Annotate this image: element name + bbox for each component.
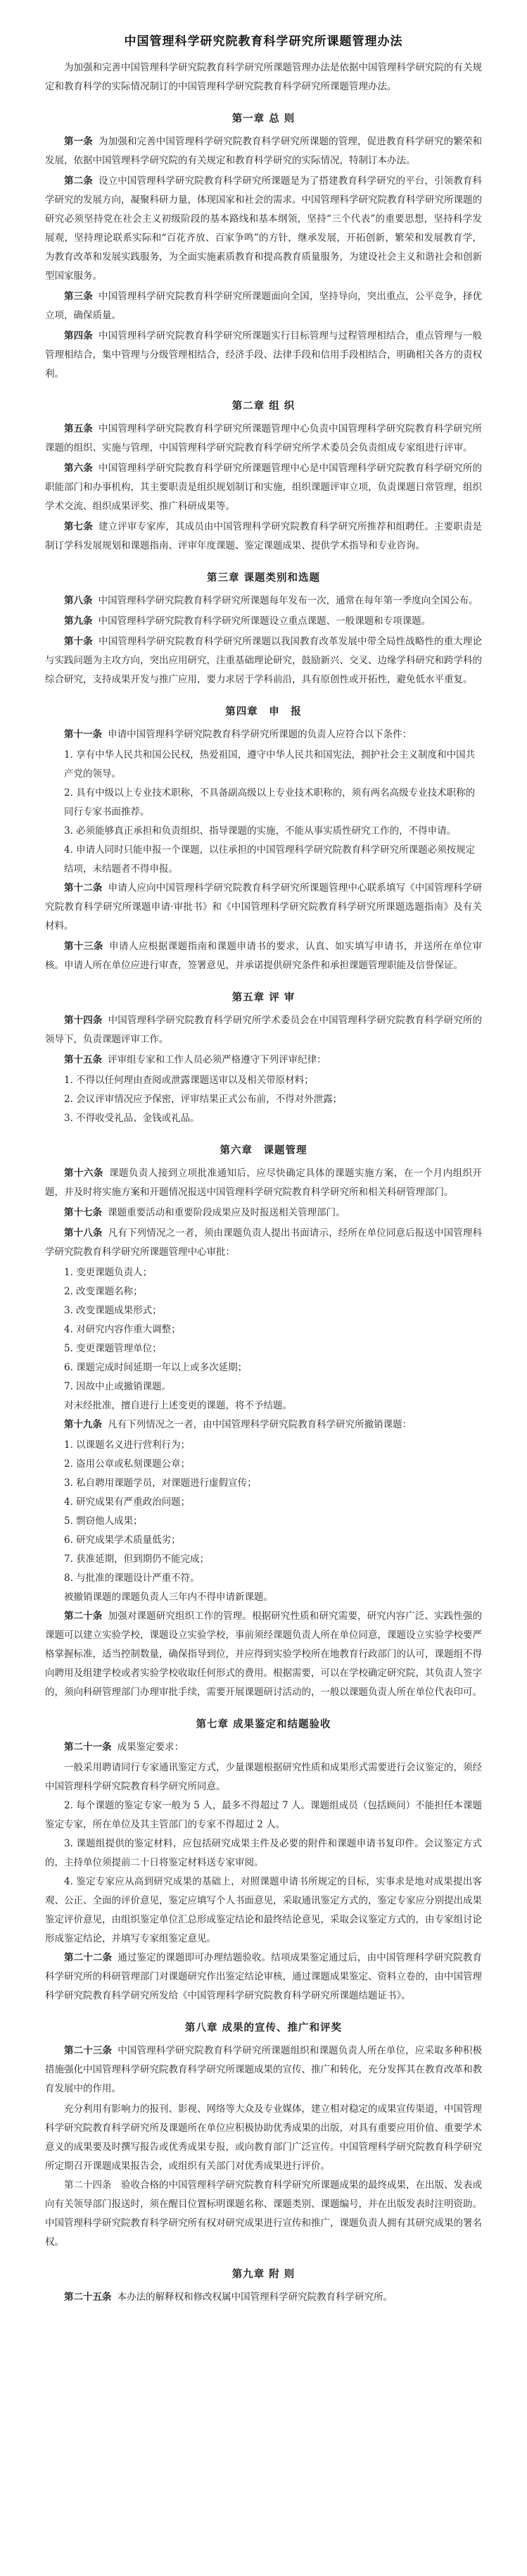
article-paragraph [45,1607,482,1702]
chapter-section [45,989,482,1128]
article-label: 第九条 [64,615,93,627]
article-paragraph [45,1224,482,1262]
article-paragraph [45,327,482,384]
article-text: 申请人应向中国管理科学研究院教育科学研究所课题管理中心联系填写《中国管理科学研究院教育科学研究所课题申请·审批书》和《中国管理科学研究院教育科学研究所课题选题指南》及有关材料。 [45,882,482,932]
article-label: 第十二条 [64,882,103,894]
article-list-item: 7. 因故中止或撤销课题。 [64,1381,172,1392]
article-label: 第十五条 [64,1054,102,1065]
article-text: 凡有下列情况之一者，由中国管理科学研究院教育科学研究所撤销课题： [108,1419,412,1430]
article-text: 中国管理科学研究院教育科学研究所课题管理中心负责中国管理科学研究院教育科学研究所课题的组织、实施与管理，中国管理科学研究院教育科学研究所学术委员会负责组成专家组进行评审。 [45,423,483,454]
chapter-section [45,111,482,384]
article-list-item: 3. 私自聘用课题学员，对课题进行虚假宣传； [64,1477,257,1489]
article-label: 第十三条 [64,941,103,952]
chapter-title: 第九章 附 则 [231,2268,296,2280]
intro-paragraph: 为加强和完善中国管理科学研究院教育科学研究所课题管理办法是依据中国管理科学研究院的有关规定和教育科学的实际情况制订的中国管理科学研究院教育科学研究所课题管理办法。 [45,62,482,92]
article-label: 第十四条 [64,1015,103,1026]
article-list-item: 2. 盗用公章或私刻课题公章； [64,1458,191,1470]
article-paragraph [45,937,482,975]
article-list-item: 3. 不得收受礼品、金钱或礼品。 [64,1113,200,1124]
article-sub-paragraph: 2. 每个课题的鉴定专家一般为 5 人，最多不得超过 7 人。课题组成员（包括顾问）不能担任本课题鉴定专家，所在单位及其主管部门的专家不得超过 2 人。 [45,1800,482,1830]
article-label: 第二十三条 [64,2045,113,2056]
article-sub-paragraph: 第二十四条 验收合格的中国管理科学研究院教育科学研究所课题成果的最终成果，在出版、发表或向有关领导部门报送时，须在醒目位置标明课题名称、课题类别、课题编号，并在出版发表时注明资助。中国管理科学研究院教育科学研究所有权对研究成果进行宣传和推广，课题负责人拥有其研究成果的署名权。 [45,2180,482,2248]
article-label: 第二十条 [64,1611,103,1622]
article-list-item: 1. 不得以任何理由查阅或泄露课题送审以及相关带原材料； [64,1075,314,1086]
article-label: 第七条 [64,521,93,532]
article-list-item: 1. 以课题名义进行营利行为； [64,1439,191,1451]
article-paragraph [45,879,482,936]
article-sub-paragraph: 一般采用聘请同行专家通讯鉴定方式，少量课题根据研究性质和成果形式需要进行会议鉴定的，须经中国管理科学研究院教育科学研究所同意。 [45,1762,482,1792]
article-text: 通过鉴定的课题即可办理结题验收。结项成果鉴定通过后，由中国管理科学研究院教育科学研究所的科研管理部门对课题研究作出鉴定结论审核，通过课题成果鉴定、资料立卷的，由中国管理科学研究院教育科学研究所发给《中国管理科学研究院教育科学研究所课题结题证书》。 [45,1952,483,2001]
article-paragraph [45,2042,482,2099]
chapter-title: 第一章 总 则 [231,113,296,125]
article-text: 申请人应根据课题指南和课题申请书的要求，认真、如实填写申请书，并送所在单位审核。申请人所在单位应进行审查，签署意见，并承诺提供研究条件和承担课题管理职能及信誉保证。 [45,941,483,971]
article-paragraph [45,1203,482,1223]
article-paragraph [45,1051,482,1070]
article-note: 对未经批准，擅自进行上述变更的课题，将不予结题。 [64,1400,292,1411]
article-text: 中国管理科学研究院教育科学研究所课题组织和课题负责人所在单位，应采取多种积极措施强化中国管理科学研究院教育科学研究所课题成果的宣传、推广和转化，充分发挥其在教育改革和教育发展中的作用。 [45,2045,483,2094]
chapter-title: 第三章 课题类别和选题 [206,572,321,584]
chapter-title: 第五章 评 审 [231,992,296,1003]
article-label: 第二十一条 [64,1742,112,1753]
article-label: 第二十二条 [64,1952,113,1963]
chapter-section [45,570,482,689]
chapter-title: 第二章 组 织 [231,400,296,412]
article-text: 中国管理科学研究院教育科学研究所课题管理中心是中国管理科学研究院教育科学研究所的职能部门和办事机构，其主要职责是组织规划制订和实施，组织课题评审立项，负责课题日常管理，组织学术交流、组织成果评奖、推广科研成果等。 [45,463,483,512]
article-paragraph [45,172,482,286]
article-text: 为加强和完善中国管理科学研究院教育科学研究所课题的管理，促进教育科学研究的繁荣和发展，依据中国管理科学研究院的有关规定和教育科学研究的实际情况，特制订本办法。 [45,136,483,166]
article-list-item: 2. 具有中级以上专业技术职称，不具备副高级以上专业技术职称的，须有两名高级专业技术职称的同行专家书面推荐。 [64,787,476,818]
article-paragraph [45,1164,482,1202]
article-text: 申请中国管理科学研究院教育科学研究所课题的负责人应符合以下条件： [108,729,412,740]
chapter-title: 第七章 成果鉴定和结题验收 [196,1718,331,1730]
article-list-item: 4. 申请人同时只能申报一个课题，以往承担的中国管理科学研究院教育科学研究所课题必须按规定结项，未结题者不得申报。 [64,844,476,875]
article-paragraph [45,612,482,631]
chapter-section [45,2266,482,2307]
article-list-item: 8. 与批准的课题设计严重不符。 [64,1573,200,1584]
article-sub-paragraph: 4. 鉴定专家应从高到研究成果的基础上，对照课题申请书所规定的目标，实事求是地对成果提出客观、公正、全面的评价意见，鉴定应填写个人书面意见，采取通讯鉴定方式的，鉴定专家应分别提出成果鉴定评价意见，由组织鉴定单位汇总形成鉴定结论和最终结论意见，采取会议鉴定方式的，由专家组讨论形成鉴定结论，并填写专家组鉴定意见。 [45,1876,482,1944]
article-list-item: 1. 享有中华人民共和国公民权，热爱祖国，遵守中华人民共和国宪法，拥护社会主义制度和中国共产党的领导。 [64,749,476,780]
article-paragraph [45,632,482,689]
article-label: 第四条 [64,330,93,342]
article-text: 设立中国管理科学研究院教育科学研究所课题是为了搭建教育科学研究的平台，引领教育科学研究的发展方向，凝聚科研力量，体现国家和社会的需求。中国管理科学研究院教育科学研究所课题的研究必须坚持党在社会主义初级阶段的基本路线和基本纲领，坚持“三个代表”的重要思想，坚持科学发展观，坚持理论联系实际和“百花齐放、百家争鸣”的方针，继承发展，开拓创新，繁荣和发展教育学，为教育改革和发展实践服务，为全面实施素质教育和提高教育质量服务，为建设社会主义和谐社会和创新型国家服务。 [45,175,483,282]
chapter-section [45,1142,482,1702]
article-text: 中国管理科学研究院教育科学研究所课题设立重点课题、一般课题和专项课题。 [98,615,431,627]
article-list-item: 6. 研究成果学术质量低劣； [64,1534,181,1546]
article-label: 第六条 [64,463,93,474]
chapters-container [45,111,482,2307]
article-text: 中国管理科学研究院教育科学研究所课题每年发布一次，通常在每年第一季度向全国公布。 [98,595,478,606]
article-label: 第十七条 [64,1207,102,1218]
article-paragraph [45,518,482,556]
article-label: 第十八条 [64,1227,103,1239]
article-label: 第十九条 [64,1419,102,1430]
article-list-item: 5. 剽窃他人成果； [64,1515,143,1527]
article-sub-paragraph: 3. 课题组提供的鉴定材料，应包括研究成果主件及必要的附件和课题申请书复印件。会议鉴定方式的，主持单位须提前二十日将鉴定材料送专家审阅。 [45,1838,482,1868]
article-text: 课题重要活动和重要阶段成果应及时报送相关管理部门。 [108,1207,345,1218]
article-list-item: 6. 课题完成时间延期一年以上或多次延期； [64,1362,248,1373]
article-text: 凡有下列情况之一者，须由课题负责人提出书面请示，经所在单位同意后报送中国管理科学研究院教育科学研究所课题管理中心审批： [45,1227,482,1258]
article-list-item: 1. 变更课题负责人； [64,1267,153,1278]
article-label: 第十六条 [64,1168,103,1179]
article-text: 加强对课题研究组织工作的管理。根据研究性质和研究需要，研究内容广泛、实践性强的课题可以建立实验学校，课题设立实验学校，事前须经课题负责人所在单位同意，课题设立实验学校要严格掌握标准，适当控制数量，确保指导到位，并应得到实验学校所在地教育行政部门的认可，课题组不得向聘用及组建学校或者实验学校收取任何形式的费用。根据需要，可以在学校确定研究院，其负责人签字的，须向科研管理部门办理审批手续，需要开展课题研讨活动的，一般以课题负责人所在单位代表印可。 [45,1611,482,1698]
article-label: 第二十五条 [64,2291,112,2303]
article-text: 课题负责人接到立项批准通知后，应尽快确定具体的课题实施方案，在一个月内组织开题，并及时将实施方案和开题情况报送中国管理科学研究院教育科学研究所和相关科研管理部门。 [45,1168,483,1198]
article-paragraph [45,2288,482,2307]
article-paragraph [45,287,482,325]
chapter-section [45,398,482,556]
article-paragraph [45,1738,482,1757]
article-paragraph [45,725,482,744]
chapter-title: 第六章 课题管理 [220,1144,307,1156]
article-paragraph [45,459,482,516]
article-label: 第十一条 [64,729,102,740]
article-paragraph [45,592,482,611]
article-label: 第二条 [64,175,93,187]
article-text: 本办法的解释权和修改权属中国管理科学研究院教育科学研究所。 [117,2291,393,2303]
article-label: 第十条 [64,636,93,647]
article-text: 中国管理科学研究院教育科学研究所学术委员会在中国管理科学研究院教育科学研究所的领导下，负责课题评审工作。 [45,1015,482,1045]
article-label: 第八条 [64,595,93,606]
article-label: 第五条 [64,423,93,434]
article-text: 中国管理科学研究院教育科学研究所课题以我国教育改革发展中带全局性战略性的重大理论与实践问题为主攻方向，突出应用研究，注重基础理论研究，鼓励新兴、交叉、边缘学科研究和跨学科的综合研究，支持成果开发与推广应用，要力求居于学科前沿，具有原创性或开拓性，避免低水平重复。 [45,636,483,685]
article-label: 第一条 [64,136,93,147]
article-text: 成果鉴定要求： [117,1742,184,1753]
article-paragraph [45,1011,482,1049]
article-label: 第三条 [64,291,93,302]
article-note: 被撤销课题的课题负责人三年内不得申请新课题。 [64,1592,273,1603]
article-paragraph [45,420,482,458]
article-paragraph [45,132,482,170]
article-paragraph [45,1415,482,1434]
article-list-item: 3. 必须能够真正承担和负责组织、指导课题的实施，不能从事实质性研究工作的，不得申请。 [64,825,457,837]
chapter-title: 第四章 申 报 [225,706,302,718]
article-text: 中国管理科学研究院教育科学研究所课题面向全国，坚持导向，突出重点，公平竞争，择优立项，确保质量。 [45,291,483,321]
article-text: 建立评审专家库，其成员由中国管理科学研究院教育科学研究所推荐和组聘任。主要职责是制订学科发展规划和课题指南、评审年度课题、鉴定课题成果、提供学术指导和专业咨询。 [45,521,483,551]
article-sub-paragraph: 充分利用有影响力的报刊、影视、网络等大众及专业媒体，建立相对稳定的成果宣传渠道，中国管理科学研究院教育科学研究所及课题所在单位应积极协助优秀成果的出版，对具有重要应用价值、重要学术意义的成果要及时撰写报告或优秀成果专报，或向教育部门广泛宣传。中国管理科学研究院教育科学研究所定期召开课题成果报告会，或组织有关部门对优秀成果进行评价。 [45,2103,482,2172]
article-list-item: 2. 改变课题名称； [64,1286,143,1297]
article-text: 评审组专家和工作人员必须严格遵守下列评审纪律： [108,1054,326,1065]
article-paragraph [45,1949,482,2006]
article-list-item: 7. 获准延期，但到期仍不能完成； [64,1553,210,1565]
chapter-section [45,1716,482,2006]
chapter-section [45,704,482,975]
article-list-item: 4. 对研究内容作重大调整； [64,1324,181,1335]
article-text: 中国管理科学研究院教育科学研究所课题实行目标管理与过程管理相结合，重点管理与一般管理相结合，集中管理与分级管理相结合，经济手段、法律手段和信用手段相结合，明确相关各方的责权利。 [45,330,483,380]
document-title: 中国管理科学研究院教育科学研究所课题管理办法 [124,35,403,49]
chapter-title: 第八章 成果的宣传、推广和评奖 [184,2022,343,2034]
article-list-item: 4. 研究成果有严重政治问题； [64,1496,191,1508]
article-list-item: 5. 变更课题管理单位； [64,1343,162,1354]
article-list-item: 2. 会议评审情况应予保密，评审结果正式公布前，不得对外泄露； [64,1094,343,1105]
article-list-item: 3. 改变课题成果形式； [64,1305,162,1316]
chapter-section [45,2020,482,2252]
